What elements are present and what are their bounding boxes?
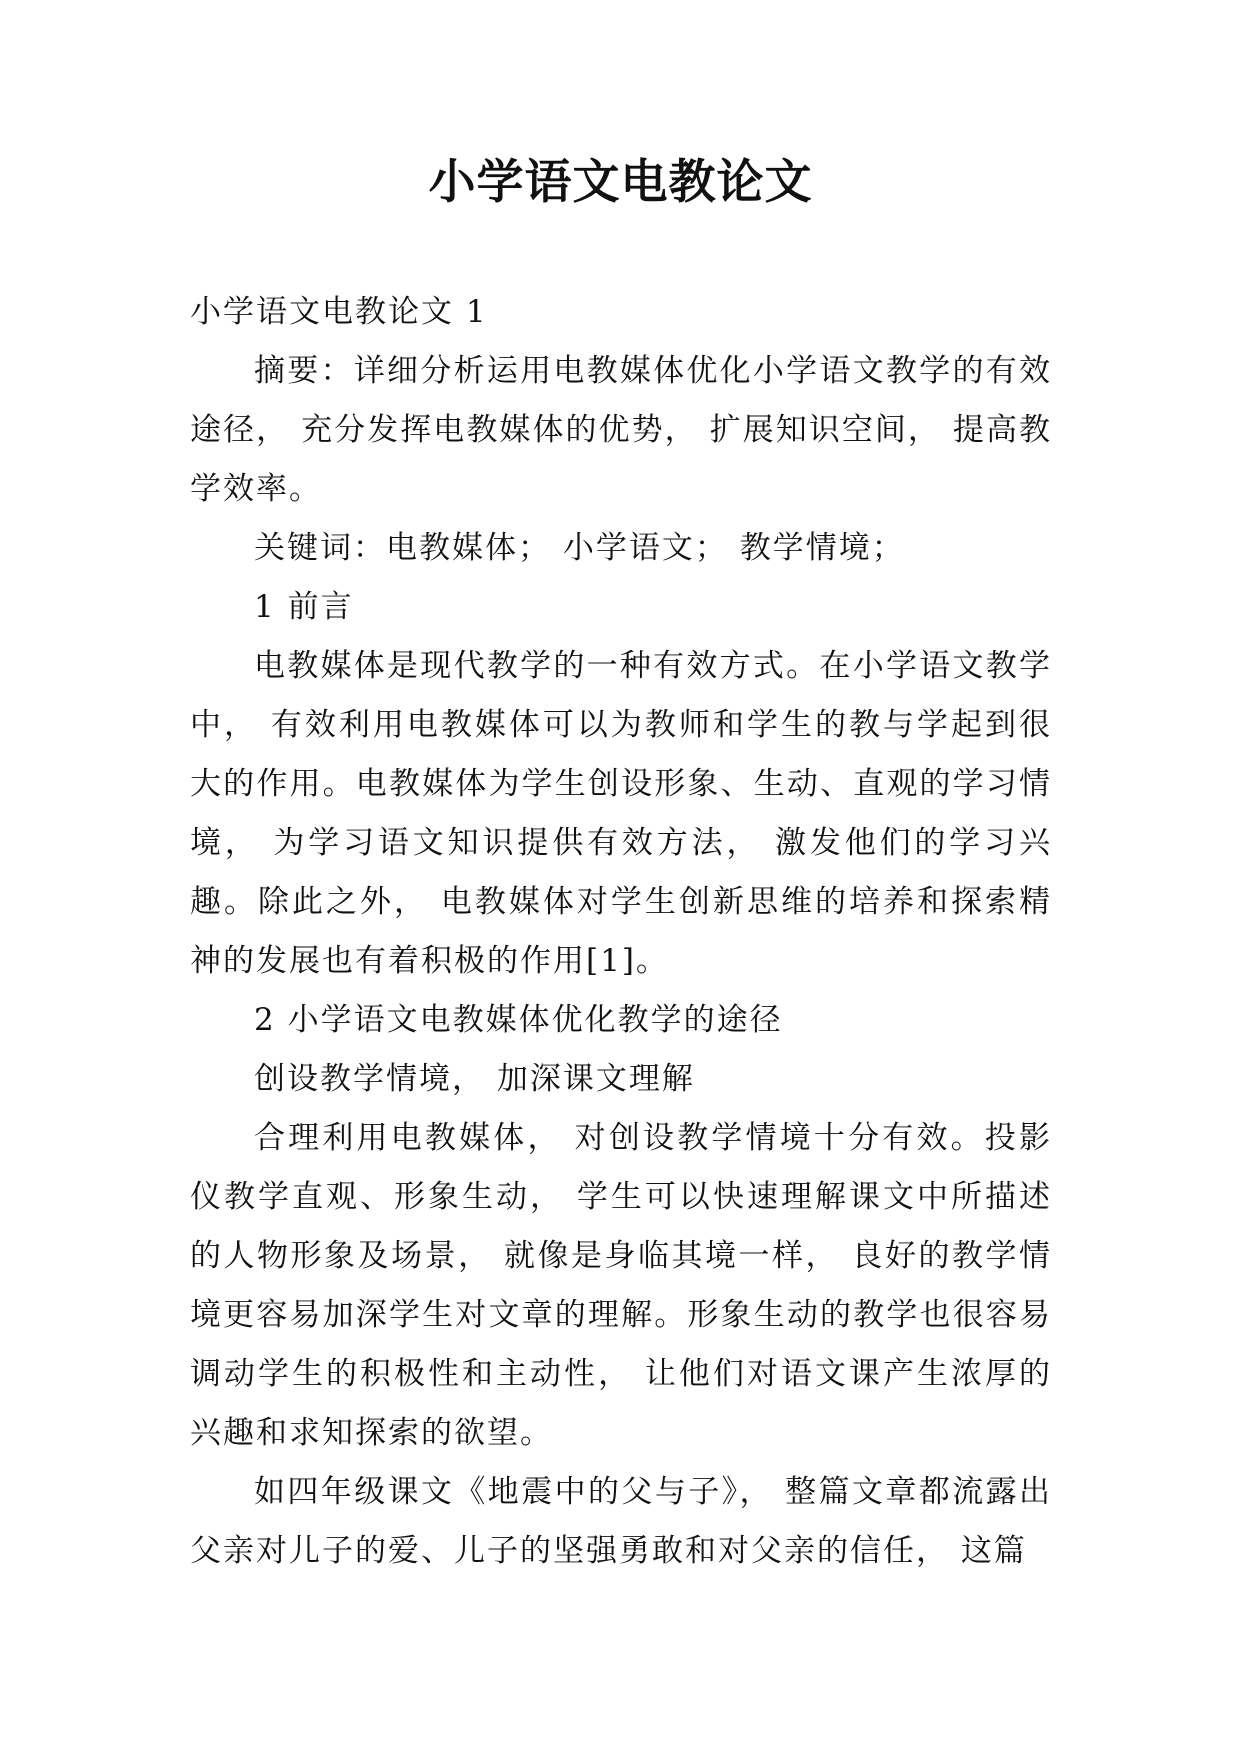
heading-methods: 2 小学语文电教媒体优化教学的途径: [254, 1002, 783, 1038]
keywords-line: 关键词：电教媒体； 小学语文； 教学情境；: [254, 530, 905, 566]
example-paragraph: 如四年级课文《地震中的父与子》， 整篇文章都流露出父亲对儿子的爱、儿子的坚强勇敢和对父亲的信任， 这篇: [190, 1474, 1052, 1569]
section-heading: 小学语文电教论文 1: [190, 294, 488, 330]
subheading-teaching-context: 创设教学情境， 加深课文理解: [254, 1061, 695, 1097]
document-body: [190, 283, 1052, 1581]
abstract-paragraph: 摘要：详细分析运用电教媒体优化小学语文教学的有效途径， 充分发挥电教媒体的优势， 扩展知识空间， 提高教学效率。: [190, 353, 1052, 507]
teaching-context-paragraph: 合理利用电教媒体， 对创设教学情境十分有效。投影仪教学直观、形象生动， 学生可以快速理解课文中所描述的人物形象及场景， 就像是身临其境一样， 良好的教学情境更容易加深学生对文章的理解。形象生动的教学也很容易调动学生的积极性和主动性， 让他们对语文课产生浓厚的兴趣和求知探索的欲望。: [190, 1120, 1052, 1451]
introduction-paragraph: 电教媒体是现代教学的一种有效方式。在小学语文教学中， 有效利用电教媒体可以为教师和学生的教与学起到很大的作用。电教媒体为学生创设形象、生动、直观的学习情境， 为学习语文知识提供有效方法， 激发他们的学习兴趣。除此之外， 电教媒体对学生创新思维的培养和探索精神的发展也有着积极的作用[1]。: [190, 648, 1052, 979]
document-title: 小学语文电教论文: [428, 155, 813, 210]
heading-introduction: 1 前言: [254, 589, 354, 625]
